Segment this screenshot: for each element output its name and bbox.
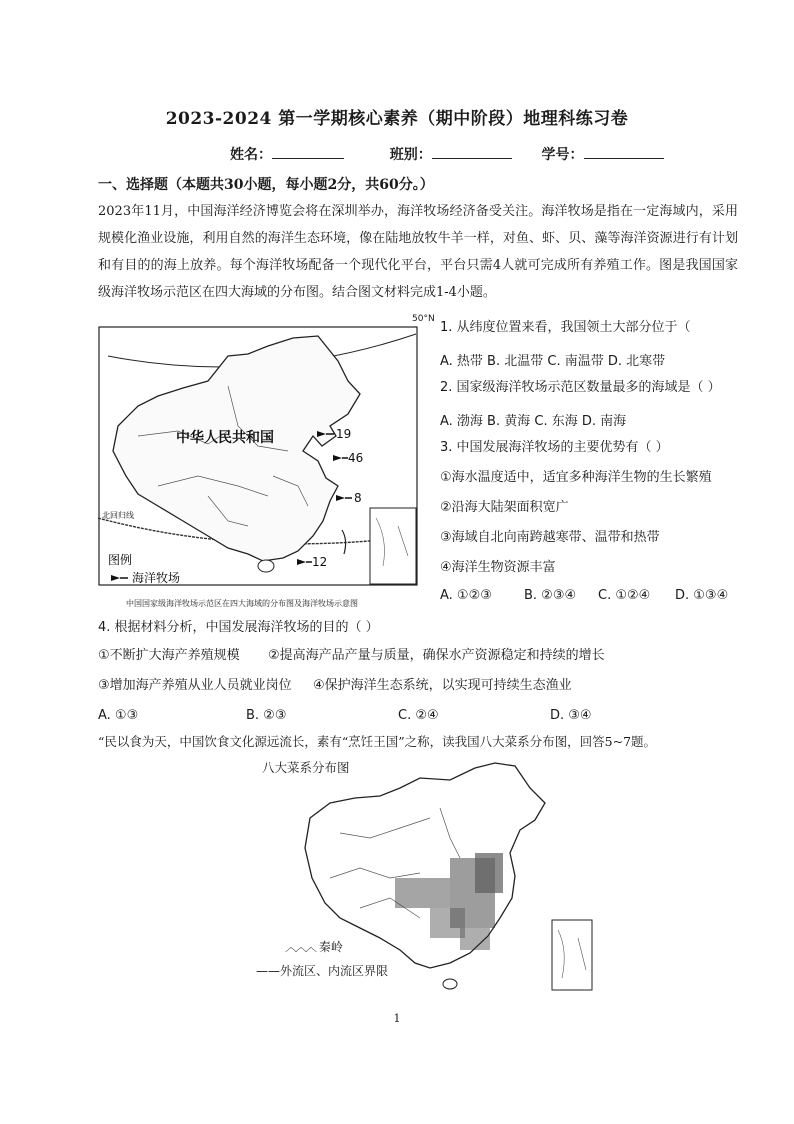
q3-option-b: B. ②③④ [524, 588, 577, 603]
q2-options: A. 渤海 B. 黄海 C. 东海 D. 南海 [440, 414, 627, 429]
legend-boundary: ——外流区、内流区界限 [256, 964, 389, 978]
lat-50n-label: 50°N [412, 314, 435, 324]
page-number: 1 [393, 1012, 401, 1025]
number-label: 学号： [541, 147, 584, 163]
map2-title: 八大菜系分布图 [262, 760, 350, 775]
map1-caption: 中国国家级海洋牧场示范区在四大海域的分布图及海洋牧场示意图 [126, 599, 358, 608]
number-blank [584, 146, 664, 159]
class-label: 班别： [389, 147, 432, 163]
marine-ranch-map [98, 326, 426, 588]
class-blank [432, 146, 512, 159]
q3-item-1: ①海水温度适中，适宜多种海洋生物的生长繁殖 [440, 470, 712, 485]
legend-qinling-label: 秦岭 [318, 940, 343, 954]
count-nanhai: 12 [312, 555, 328, 569]
name-label: 姓名： [230, 147, 272, 163]
q4-item-1: ①不断扩大海产养殖规模 [98, 648, 240, 663]
q4-option-d: D. ③④ [550, 708, 592, 723]
tropic-label: 北回归线 [102, 511, 134, 520]
q3-option-c: C. ①②④ [598, 588, 651, 603]
q3-option-d: D. ①③④ [675, 588, 729, 603]
q4-item-4: ④保护海洋生态系统，以实现可持续生态渔业 [313, 678, 572, 693]
legend-qinling [285, 938, 343, 955]
qinling-symbol-icon: ︿︿︿ [285, 940, 316, 954]
q4-stem: 4. 根据材料分析，中国发展海洋牧场的目的（ ） [98, 620, 379, 635]
cuisine-map [300, 758, 620, 993]
q3-item-4: ④海洋生物资源丰富 [440, 560, 556, 575]
q3-item-3: ③海域自北向南跨越寒带、温带和热带 [440, 530, 660, 545]
count-huanghai: 46 [348, 451, 364, 465]
q4-item-3: ③增加海产养殖从业人员就业岗位 [98, 678, 292, 693]
country-label: 中华人民共和国 [176, 430, 274, 446]
count-bohai: 19 [336, 427, 352, 441]
q1-stem: 1. 从纬度位置来看，我国领土大部分位于（ [440, 320, 691, 335]
q1-options: A. 热带 B. 北温带 C. 南温带 D. 北寒带 [440, 354, 666, 369]
q3-option-a: A. ①②③ [440, 588, 492, 603]
q3-stem: 3. 中国发展海洋牧场的主要优势有（ ） [440, 440, 669, 455]
q4-option-c: C. ②④ [398, 708, 439, 723]
name-blank [272, 146, 344, 159]
legend-title: 图例 [108, 553, 133, 567]
section2-intro: “民以食为天，中国饮食文化源远流长，素有“烹饪王国”之称，读我国八大菜系分布图，回答5~7题。 [98, 734, 657, 749]
q4-option-a: A. ①③ [98, 708, 139, 723]
section-heading: 一、选择题（本题共30小题，每小题2分，共60分。） [98, 177, 434, 193]
legend-item: 海洋牧场 [132, 571, 181, 585]
count-donghai: 8 [354, 491, 362, 505]
q4-option-b: B. ②③ [246, 708, 287, 723]
student-info-line [230, 144, 664, 164]
intro-paragraph: 2023年11月，中国海洋经济博览会将在深圳举办，海洋牧场经济备受关注。海洋牧场是指在一定海域内，采用规模化渔业设施，利用自然的海洋生态环境，像在陆地放牧牛羊一样，对鱼、虾、贝、藻等海洋资源进行有计划和有目的的海上放养。每个海洋牧场配备一个现代化平台，平台只需4人就可完成所有养殖工作。图是我国国家级海洋牧场示范区在四大海域的分布图。结合图文材料完成1-4小题。 [98, 204, 738, 300]
q2-stem: 2. 国家级海洋牧场示范区数量最多的海域是（ ） [440, 380, 721, 395]
exam-title: 2023-2024 第一学期核心素养（期中阶段）地理科练习卷 [165, 109, 629, 129]
q3-item-2: ②沿海大陆架面积宽广 [440, 500, 569, 515]
q4-item-2: ②提高海产品产量与质量，确保水产资源稳定和持续的增长 [268, 648, 605, 663]
